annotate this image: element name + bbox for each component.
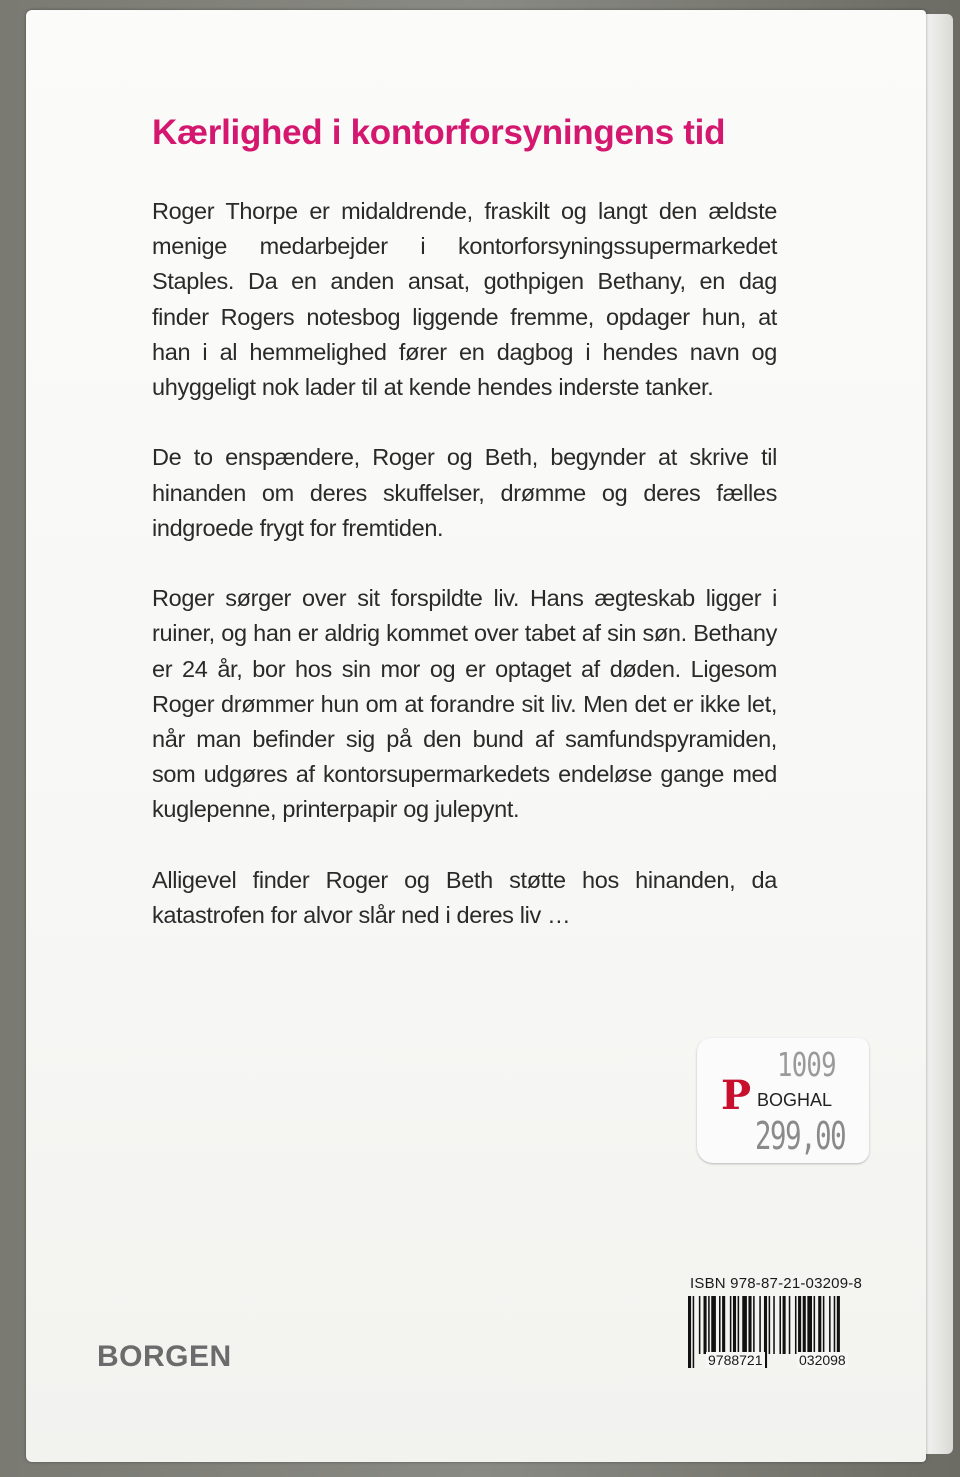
- book-blurb-title: Kærlighed i kontorforsyningens tid: [152, 113, 726, 152]
- blurb-paragraph-2: De to enspændere, Roger og Beth, begynder at skrive til hinanden om deres skuffelser, drømme og deres fælles indgroede frygt for fremtiden.: [152, 444, 777, 541]
- sticker-code: 1009: [777, 1045, 836, 1084]
- price-sticker: [697, 1038, 869, 1163]
- store-logo-icon: P: [721, 1072, 752, 1119]
- blurb-paragraph-3: Roger sørger over sit forspildte liv. Hans ægteskab ligger i ruiner, og han er aldrig kommet over tabet af sin søn. Bethany er 24 år, bor hos sin mor og er optaget af døden. Ligesom Roger drømmer hun om at forandre sit liv. Men det er ikke let, når man befinder sig på den bund af samfundspyramiden, som udgøres af kontorsupermarkedets endeløse gange med kuglepenne, printerpapir og julepynt.: [152, 585, 777, 823]
- book-blurb: [152, 194, 777, 968]
- isbn-label: ISBN 978-87-21-03209-8: [690, 1275, 863, 1292]
- blurb-paragraph-1: Roger Thorpe er midaldrende, fraskilt og langt den ældste menige medarbejder i kontorforsyningssupermarkedet Staples. Da en anden ansat, gothpigen Bethany, en dag finder Rogers notesbog liggende fremme, opdager hun, at han i al hemmelighed fører en dagbog i hendes navn og uhyggeligt nok lader til at kende hendes inderste tanker.: [152, 198, 777, 401]
- store-name: BOGHAL: [757, 1090, 833, 1110]
- barcode-number-left: 9788721: [708, 1352, 763, 1368]
- blurb-paragraph-4: Alligevel finder Roger og Beth støtte hos hinanden, da katastrofen for alvor slår ned i deres liv …: [152, 866, 777, 929]
- sticker-price: 299,00: [755, 1114, 846, 1158]
- publisher-logo: BORGEN: [97, 1340, 232, 1373]
- barcode-number-right: 032098: [799, 1352, 846, 1368]
